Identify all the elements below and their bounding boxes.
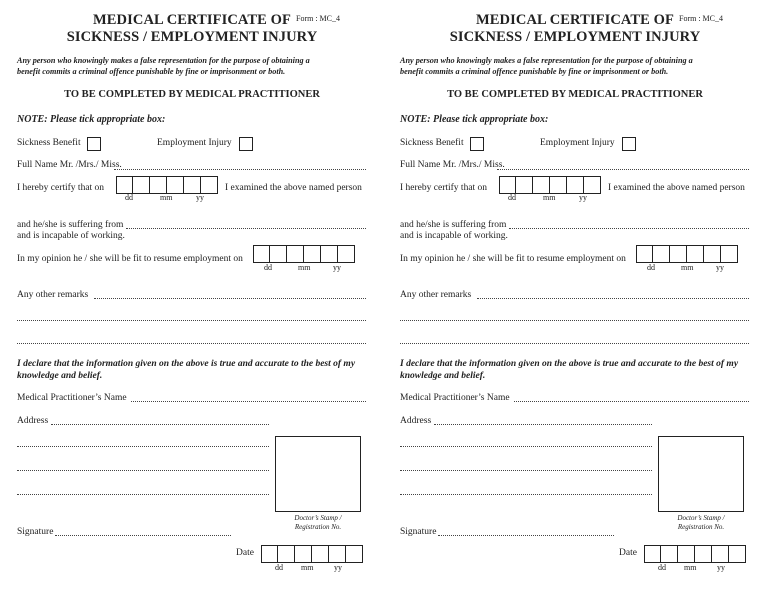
exam-date-field[interactable] xyxy=(116,176,218,194)
address-field-line3[interactable] xyxy=(17,470,269,471)
incapable-label: and is incapable of working. xyxy=(17,231,125,241)
sickness-benefit-label: Sickness Benefit xyxy=(400,138,464,148)
form-title-line2: SICKNESS / EMPLOYMENT INJURY xyxy=(449,29,701,45)
exam-date-mm: mm xyxy=(160,193,173,202)
resume-label: In my opinion he / she will be fit to resume employment on xyxy=(400,254,626,264)
sickness-benefit-checkbox[interactable] xyxy=(470,137,484,151)
sickness-benefit-label: Sickness Benefit xyxy=(17,138,81,148)
full-name-field[interactable] xyxy=(114,169,366,170)
form-title-line1: MEDICAL CERTIFICATE OF xyxy=(93,12,291,28)
address-label: Address xyxy=(17,416,49,426)
practitioner-name-label: Medical Practitioner’s Name xyxy=(17,393,127,403)
form-code: Form : MC_4 xyxy=(679,14,724,23)
signature-label: Signature xyxy=(400,527,437,537)
certify-label: I hereby certify that on xyxy=(17,183,105,193)
certificate-form-right xyxy=(400,0,760,594)
employment-injury-label: Employment Injury xyxy=(540,138,615,148)
practitioner-name-field[interactable] xyxy=(131,401,366,402)
full-name-label: Full Name Mr. /Mrs./ Miss. xyxy=(400,160,505,170)
signature-date-dd: dd xyxy=(275,563,283,572)
resume-date-dd: dd xyxy=(647,263,655,272)
declaration-text: I declare that the information given on the above is true and accurate to the best of my knowledge and belief. xyxy=(400,359,739,381)
remarks-field-line3[interactable] xyxy=(17,343,366,344)
signature-field[interactable] xyxy=(55,535,231,536)
exam-date-dd: dd xyxy=(125,193,133,202)
remarks-label: Any other remarks xyxy=(400,290,472,300)
signature-field[interactable] xyxy=(438,535,614,536)
resume-label: In my opinion he / she will be fit to resume employment on xyxy=(17,254,243,264)
form-code: Form : MC_4 xyxy=(296,14,341,23)
remarks-field-line2[interactable] xyxy=(400,320,749,321)
signature-label: Signature xyxy=(17,527,54,537)
stamp-caption xyxy=(273,514,363,531)
stamp-caption-line2: Registration No. xyxy=(294,522,342,531)
remarks-label: Any other remarks xyxy=(17,290,89,300)
exam-date-mm: mm xyxy=(543,193,556,202)
suffering-field[interactable] xyxy=(509,228,749,229)
full-name-label: Full Name Mr. /Mrs./ Miss. xyxy=(17,160,122,170)
full-name-field[interactable] xyxy=(497,169,749,170)
warning-line1: Any person who knowingly makes a false representation for the purpose of obtaining a xyxy=(400,56,693,65)
section-heading: TO BE COMPLETED BY MEDICAL PRACTITIONER xyxy=(64,89,320,100)
employment-injury-checkbox[interactable] xyxy=(622,137,636,151)
suffering-field[interactable] xyxy=(126,228,366,229)
date-label: Date xyxy=(619,548,637,558)
form-title-line1: MEDICAL CERTIFICATE OF xyxy=(476,12,674,28)
resume-date-field[interactable] xyxy=(253,245,355,263)
resume-date-mm: mm xyxy=(298,263,311,272)
resume-date-yy: yy xyxy=(333,263,341,272)
resume-date-yy: yy xyxy=(716,263,724,272)
warning-line1: Any person who knowingly makes a false representation for the purpose of obtaining a xyxy=(17,56,310,65)
signature-date-mm: mm xyxy=(684,563,697,572)
signature-date-field[interactable] xyxy=(261,545,363,563)
declaration-text: I declare that the information given on the above is true and accurate to the best of my knowledge and belief. xyxy=(17,359,356,381)
remarks-field-line1[interactable] xyxy=(94,298,366,299)
stamp-caption-line2: Registration No. xyxy=(677,522,725,531)
signature-date-dd: dd xyxy=(658,563,666,572)
exam-date-dd: dd xyxy=(508,193,516,202)
signature-date-mm: mm xyxy=(301,563,314,572)
suffering-label: and he/she is suffering from xyxy=(400,220,507,230)
address-field-line4[interactable] xyxy=(17,494,269,495)
practitioner-name-label: Medical Practitioner’s Name xyxy=(400,393,510,403)
resume-date-field[interactable] xyxy=(636,245,738,263)
address-field-line4[interactable] xyxy=(400,494,652,495)
incapable-label: and is incapable of working. xyxy=(400,231,508,241)
stamp-caption-line1: Doctor’s Stamp / xyxy=(677,514,725,522)
examined-label: I examined the above named person xyxy=(608,183,745,193)
resume-date-mm: mm xyxy=(681,263,694,272)
address-field-line3[interactable] xyxy=(400,470,652,471)
stamp-caption-line1: Doctor’s Stamp / xyxy=(294,514,342,522)
form-title-line2: SICKNESS / EMPLOYMENT INJURY xyxy=(66,29,318,45)
address-field-line2[interactable] xyxy=(17,446,269,447)
signature-date-field[interactable] xyxy=(644,545,746,563)
note-text: NOTE: Please tick appropriate box: xyxy=(17,114,166,125)
suffering-label: and he/she is suffering from xyxy=(17,220,124,230)
sickness-benefit-checkbox[interactable] xyxy=(87,137,101,151)
stamp-caption xyxy=(656,514,746,531)
employment-injury-label: Employment Injury xyxy=(157,138,232,148)
doctor-stamp-box[interactable] xyxy=(275,436,361,512)
certificate-form-left xyxy=(17,0,377,594)
date-label: Date xyxy=(236,548,254,558)
note-text: NOTE: Please tick appropriate box: xyxy=(400,114,549,125)
certify-label: I hereby certify that on xyxy=(400,183,488,193)
warning-line2: benefit commits a criminal offence punishable by fine or imprisonment or both. xyxy=(17,67,286,76)
address-field-line1[interactable] xyxy=(434,424,652,425)
practitioner-name-field[interactable] xyxy=(514,401,749,402)
examined-label: I examined the above named person xyxy=(225,183,362,193)
address-label: Address xyxy=(400,416,432,426)
employment-injury-checkbox[interactable] xyxy=(239,137,253,151)
remarks-field-line3[interactable] xyxy=(400,343,749,344)
section-heading: TO BE COMPLETED BY MEDICAL PRACTITIONER xyxy=(447,89,703,100)
address-field-line1[interactable] xyxy=(51,424,269,425)
exam-date-yy: yy xyxy=(196,193,204,202)
resume-date-dd: dd xyxy=(264,263,272,272)
exam-date-yy: yy xyxy=(579,193,587,202)
exam-date-field[interactable] xyxy=(499,176,601,194)
remarks-field-line1[interactable] xyxy=(477,298,749,299)
signature-date-yy: yy xyxy=(717,563,725,572)
signature-date-yy: yy xyxy=(334,563,342,572)
doctor-stamp-box[interactable] xyxy=(658,436,744,512)
address-field-line2[interactable] xyxy=(400,446,652,447)
warning-line2: benefit commits a criminal offence punishable by fine or imprisonment or both. xyxy=(400,67,669,76)
remarks-field-line2[interactable] xyxy=(17,320,366,321)
